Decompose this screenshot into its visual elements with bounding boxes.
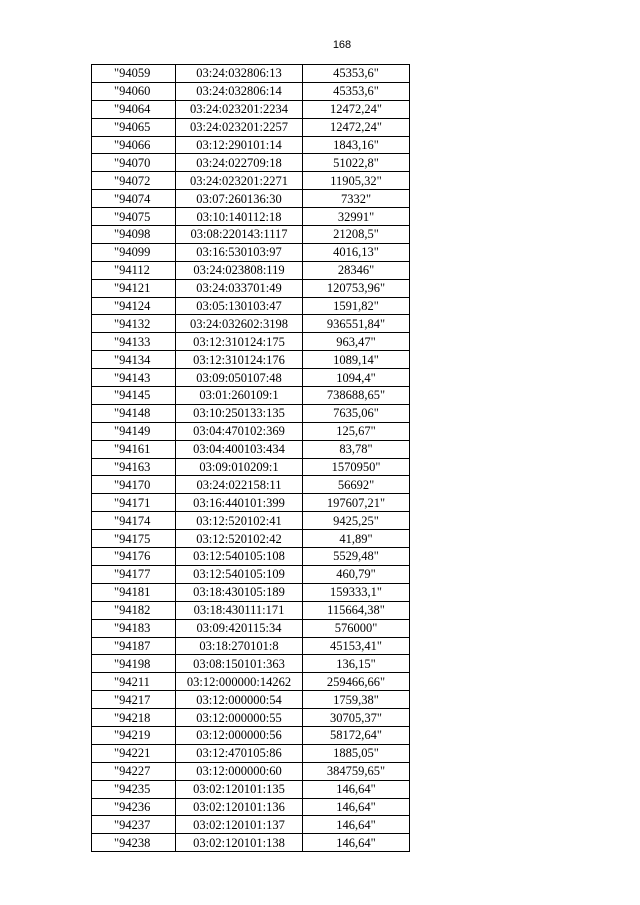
table-row	[92, 494, 410, 512]
record-number-cell: "94112	[92, 261, 176, 279]
value-cell: 384759,65"	[303, 762, 410, 780]
table-row	[92, 744, 410, 762]
value-cell: 576000"	[303, 619, 410, 637]
table-row	[92, 297, 410, 315]
cadastral-number-cell: 03:02:120101:137	[176, 816, 303, 834]
table-row	[92, 422, 410, 440]
cadastral-number-cell: 03:05:130103:47	[176, 297, 303, 315]
cadastral-number-cell: 03:12:540105:108	[176, 548, 303, 566]
cadastral-number-cell: 03:12:310124:175	[176, 333, 303, 351]
record-number-cell: "94198	[92, 655, 176, 673]
table-row	[92, 387, 410, 405]
value-cell: 41,89"	[303, 530, 410, 548]
record-number-cell: "94236	[92, 798, 176, 816]
table-row	[92, 154, 410, 172]
record-number-cell: "94218	[92, 709, 176, 727]
table-row	[92, 172, 410, 190]
value-cell: 51022,8"	[303, 154, 410, 172]
value-cell: 1759,38"	[303, 691, 410, 709]
cadastral-number-cell: 03:09:010209:1	[176, 458, 303, 476]
record-number-cell: "94143	[92, 369, 176, 387]
cadastral-number-cell: 03:24:022709:18	[176, 154, 303, 172]
record-number-cell: "94163	[92, 458, 176, 476]
cadastral-number-cell: 03:01:260109:1	[176, 387, 303, 405]
record-number-cell: "94099	[92, 243, 176, 261]
record-number-cell: "94177	[92, 565, 176, 583]
table-row	[92, 512, 410, 530]
record-number-cell: "94145	[92, 387, 176, 405]
cadastral-number-cell: 03:24:033701:49	[176, 279, 303, 297]
cadastral-number-cell: 03:18:430105:189	[176, 583, 303, 601]
value-cell: 56692"	[303, 476, 410, 494]
table-row	[92, 118, 410, 136]
value-cell: 58172,64"	[303, 726, 410, 744]
record-number-cell: "94161	[92, 440, 176, 458]
table-row	[92, 190, 410, 208]
value-cell: 12472,24"	[303, 100, 410, 118]
registry-table-body	[92, 65, 410, 852]
record-number-cell: "94134	[92, 351, 176, 369]
value-cell: 7332"	[303, 190, 410, 208]
record-number-cell: "94237	[92, 816, 176, 834]
value-cell: 5529,48"	[303, 548, 410, 566]
table-row	[92, 369, 410, 387]
table-row	[92, 82, 410, 100]
value-cell: 197607,21"	[303, 494, 410, 512]
table-row	[92, 333, 410, 351]
record-number-cell: "94148	[92, 404, 176, 422]
cadastral-number-cell: 03:24:023201:2234	[176, 100, 303, 118]
cadastral-number-cell: 03:12:000000:54	[176, 691, 303, 709]
cadastral-number-cell: 03:02:120101:138	[176, 834, 303, 852]
value-cell: 9425,25"	[303, 512, 410, 530]
value-cell: 1885,05"	[303, 744, 410, 762]
table-row	[92, 458, 410, 476]
record-number-cell: "94219	[92, 726, 176, 744]
value-cell: 146,64"	[303, 816, 410, 834]
cadastral-number-cell: 03:12:520102:42	[176, 530, 303, 548]
cadastral-number-cell: 03:18:430111:171	[176, 601, 303, 619]
value-cell: 12472,24"	[303, 118, 410, 136]
record-number-cell: "94121	[92, 279, 176, 297]
record-number-cell: "94235	[92, 780, 176, 798]
table-row	[92, 530, 410, 548]
cadastral-number-cell: 03:07:260136:30	[176, 190, 303, 208]
table-row	[92, 261, 410, 279]
cadastral-number-cell: 03:12:470105:86	[176, 744, 303, 762]
table-row	[92, 476, 410, 494]
table-row	[92, 673, 410, 691]
record-number-cell: "94059	[92, 65, 176, 83]
record-number-cell: "94183	[92, 619, 176, 637]
value-cell: 11905,32"	[303, 172, 410, 190]
cadastral-number-cell: 03:16:440101:399	[176, 494, 303, 512]
table-row	[92, 100, 410, 118]
table-row	[92, 601, 410, 619]
value-cell: 1843,16"	[303, 136, 410, 154]
table-row	[92, 315, 410, 333]
cadastral-number-cell: 03:16:530103:97	[176, 243, 303, 261]
cadastral-number-cell: 03:02:120101:135	[176, 780, 303, 798]
record-number-cell: "94132	[92, 315, 176, 333]
record-number-cell: "94065	[92, 118, 176, 136]
table-row	[92, 565, 410, 583]
value-cell: 963,47"	[303, 333, 410, 351]
table-row	[92, 691, 410, 709]
table-row	[92, 637, 410, 655]
cadastral-number-cell: 03:12:520102:41	[176, 512, 303, 530]
record-number-cell: "94149	[92, 422, 176, 440]
cadastral-number-cell: 03:02:120101:136	[176, 798, 303, 816]
value-cell: 120753,96"	[303, 279, 410, 297]
value-cell: 115664,38"	[303, 601, 410, 619]
record-number-cell: "94211	[92, 673, 176, 691]
table-row	[92, 655, 410, 673]
cadastral-number-cell: 03:24:023808:119	[176, 261, 303, 279]
table-row	[92, 583, 410, 601]
record-number-cell: "94174	[92, 512, 176, 530]
value-cell: 30705,37"	[303, 709, 410, 727]
registry-table	[91, 64, 410, 852]
cadastral-number-cell: 03:04:470102:369	[176, 422, 303, 440]
value-cell: 1089,14"	[303, 351, 410, 369]
table-row	[92, 709, 410, 727]
record-number-cell: "94075	[92, 208, 176, 226]
table-row	[92, 762, 410, 780]
cadastral-number-cell: 03:12:000000:14262	[176, 673, 303, 691]
value-cell: 83,78"	[303, 440, 410, 458]
record-number-cell: "94098	[92, 226, 176, 244]
table-row	[92, 440, 410, 458]
table-row	[92, 548, 410, 566]
cadastral-number-cell: 03:08:220143:1117	[176, 226, 303, 244]
cadastral-number-cell: 03:09:420115:34	[176, 619, 303, 637]
value-cell: 259466,66"	[303, 673, 410, 691]
value-cell: 21208,5"	[303, 226, 410, 244]
value-cell: 125,67"	[303, 422, 410, 440]
table-row	[92, 136, 410, 154]
record-number-cell: "94171	[92, 494, 176, 512]
value-cell: 45353,6"	[303, 65, 410, 83]
value-cell: 460,79"	[303, 565, 410, 583]
value-cell: 45153,41"	[303, 637, 410, 655]
value-cell: 1591,82"	[303, 297, 410, 315]
table-row	[92, 208, 410, 226]
value-cell: 1570950"	[303, 458, 410, 476]
cadastral-number-cell: 03:12:290101:14	[176, 136, 303, 154]
value-cell: 4016,13"	[303, 243, 410, 261]
record-number-cell: "94217	[92, 691, 176, 709]
cadastral-number-cell: 03:18:270101:8	[176, 637, 303, 655]
cadastral-number-cell: 03:12:000000:60	[176, 762, 303, 780]
record-number-cell: "94175	[92, 530, 176, 548]
cadastral-number-cell: 03:12:310124:176	[176, 351, 303, 369]
table-row	[92, 726, 410, 744]
cadastral-number-cell: 03:24:032806:14	[176, 82, 303, 100]
table-row	[92, 279, 410, 297]
record-number-cell: "94074	[92, 190, 176, 208]
table-row	[92, 780, 410, 798]
value-cell: 738688,65"	[303, 387, 410, 405]
value-cell: 32991"	[303, 208, 410, 226]
cadastral-number-cell: 03:24:032806:13	[176, 65, 303, 83]
record-number-cell: "94070	[92, 154, 176, 172]
table-row	[92, 404, 410, 422]
value-cell: 136,15"	[303, 655, 410, 673]
record-number-cell: "94072	[92, 172, 176, 190]
table-row	[92, 798, 410, 816]
value-cell: 159333,1"	[303, 583, 410, 601]
record-number-cell: "94221	[92, 744, 176, 762]
page-number: 168	[332, 39, 352, 51]
record-number-cell: "94066	[92, 136, 176, 154]
cadastral-number-cell: 03:24:032602:3198	[176, 315, 303, 333]
cadastral-number-cell: 03:10:250133:135	[176, 404, 303, 422]
record-number-cell: "94133	[92, 333, 176, 351]
table-row	[92, 351, 410, 369]
record-number-cell: "94238	[92, 834, 176, 852]
table-row	[92, 226, 410, 244]
value-cell: 1094,4"	[303, 369, 410, 387]
cadastral-number-cell: 03:04:400103:434	[176, 440, 303, 458]
cadastral-number-cell: 03:08:150101:363	[176, 655, 303, 673]
table-row	[92, 65, 410, 83]
value-cell: 146,64"	[303, 780, 410, 798]
record-number-cell: "94227	[92, 762, 176, 780]
cadastral-number-cell: 03:24:023201:2257	[176, 118, 303, 136]
value-cell: 28346"	[303, 261, 410, 279]
cadastral-number-cell: 03:12:000000:55	[176, 709, 303, 727]
value-cell: 146,64"	[303, 798, 410, 816]
cadastral-number-cell: 03:12:000000:56	[176, 726, 303, 744]
record-number-cell: "94181	[92, 583, 176, 601]
record-number-cell: "94124	[92, 297, 176, 315]
table-row	[92, 834, 410, 852]
table-row	[92, 619, 410, 637]
table-row	[92, 816, 410, 834]
cadastral-number-cell: 03:10:140112:18	[176, 208, 303, 226]
value-cell: 936551,84"	[303, 315, 410, 333]
cadastral-number-cell: 03:09:050107:48	[176, 369, 303, 387]
cadastral-number-cell: 03:12:540105:109	[176, 565, 303, 583]
value-cell: 45353,6"	[303, 82, 410, 100]
record-number-cell: "94170	[92, 476, 176, 494]
value-cell: 146,64"	[303, 834, 410, 852]
cadastral-number-cell: 03:24:022158:11	[176, 476, 303, 494]
record-number-cell: "94187	[92, 637, 176, 655]
record-number-cell: "94060	[92, 82, 176, 100]
table-row	[92, 243, 410, 261]
value-cell: 7635,06"	[303, 404, 410, 422]
record-number-cell: "94182	[92, 601, 176, 619]
record-number-cell: "94064	[92, 100, 176, 118]
record-number-cell: "94176	[92, 548, 176, 566]
cadastral-number-cell: 03:24:023201:2271	[176, 172, 303, 190]
